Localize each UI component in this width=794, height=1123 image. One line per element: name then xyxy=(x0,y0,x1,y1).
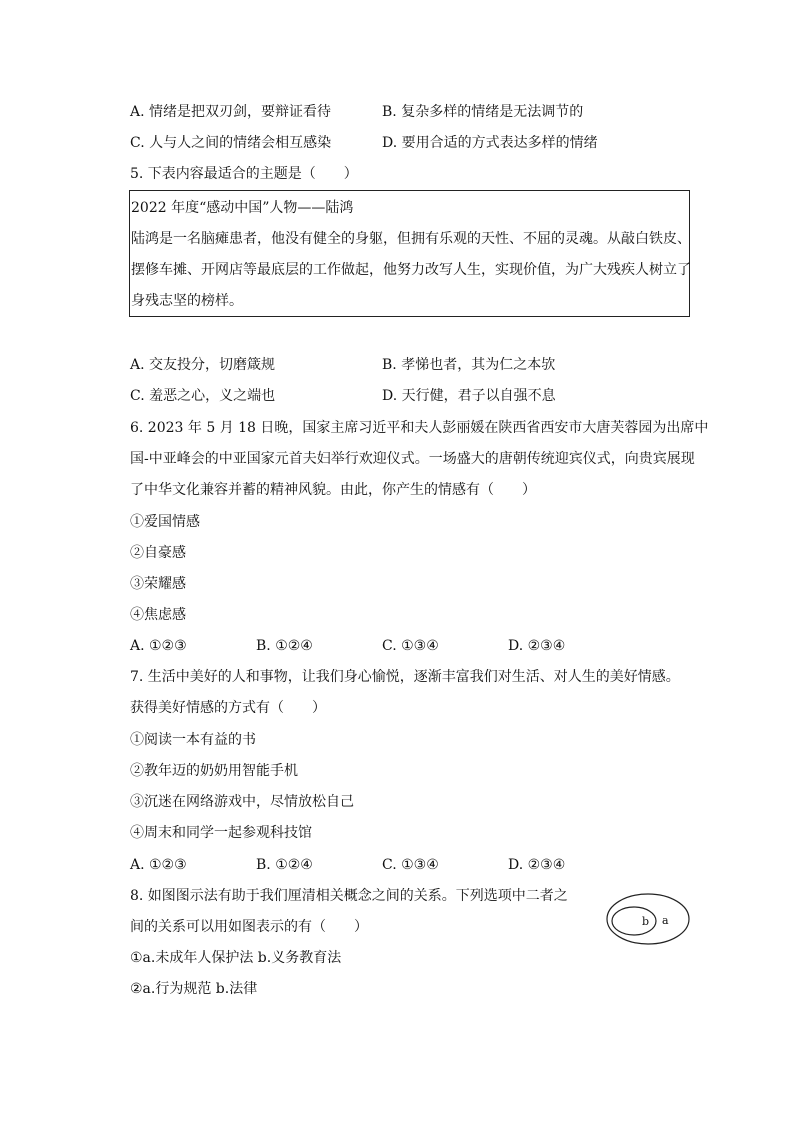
q7-option-a: A. ①②③ xyxy=(130,857,187,873)
q7-option-b: B. ①②④ xyxy=(256,857,313,873)
q8-item: ①a.未成年人保护法 b.义务教育法 xyxy=(130,950,342,966)
inner-ellipse-b xyxy=(612,907,656,935)
q6-stem-line: 6. 2023 年 5 月 18 日晚，国家主席习近平和夫人彭丽媛在陕西省西安市大唐芙蓉园为出席中 xyxy=(130,420,709,436)
diagram-label-a: a xyxy=(662,914,669,927)
q5-material-box xyxy=(129,190,690,317)
q6-item: ③荣耀感 xyxy=(130,576,186,592)
q4-option-a: A. 情绪是把双刃剑，要辩证看待 xyxy=(130,104,332,120)
q6-item: ②自豪感 xyxy=(130,545,186,561)
q7-item: ④周末和同学一起参观科技馆 xyxy=(130,825,312,841)
q5-box-line: 陆鸿是一名脑瘫患者，他没有健全的身躯，但拥有乐观的天性、不屈的灵魂。从敲白铁皮、 xyxy=(131,231,691,247)
q5-box-line: 身残志坚的榜样。 xyxy=(131,293,243,309)
q8-stem-line: 8. 如图图示法有助于我们厘清相关概念之间的关系。下列选项中二者之 xyxy=(130,888,568,904)
diagram-label-b: b xyxy=(642,915,650,928)
q5-option-a: A. 交友投分，切磨箴规 xyxy=(130,357,276,373)
q6-option-c: C. ①③④ xyxy=(382,638,439,654)
q7-item: ②教年迈的奶奶用智能手机 xyxy=(130,763,298,779)
q7-item: ①阅读一本有益的书 xyxy=(130,732,256,748)
q8-stem-line: 间的关系可以用如图表示的有（ ） xyxy=(130,919,368,935)
q4-option-d: D. 要用合适的方式表达多样的情绪 xyxy=(382,135,598,151)
q7-stem-line: 获得美好情感的方式有（ ） xyxy=(130,700,326,716)
q7-option-c: C. ①③④ xyxy=(382,857,439,873)
q4-option-b: B. 复杂多样的情绪是无法调节的 xyxy=(382,104,584,120)
q7-stem-line: 7. 生活中美好的人和事物，让我们身心愉悦，逐渐丰富我们对生活、对人生的美好情感。 xyxy=(130,669,680,685)
q6-stem-line: 国-中亚峰会的中亚国家元首夫妇举行欢迎仪式。一场盛大的唐朝传统迎宾仪式，向贵宾展现 xyxy=(130,451,695,467)
q5-option-b: B. 孝悌也者，其为仁之本欤 xyxy=(382,357,556,373)
q5-option-d: D. 天行健，君子以自强不息 xyxy=(382,388,556,404)
q5-option-c: C. 羞恶之心，义之端也 xyxy=(130,388,276,404)
q6-option-b: B. ①②④ xyxy=(256,638,313,654)
q6-item: ①爱国情感 xyxy=(130,514,200,530)
q7-item: ③沉迷在网络游戏中，尽情放松自己 xyxy=(130,794,354,810)
q8-item: ②a.行为规范 b.法律 xyxy=(130,981,258,997)
q4-option-c: C. 人与人之间的情绪会相互感染 xyxy=(130,135,332,151)
q8-nested-ellipse-diagram xyxy=(606,892,690,946)
q5-box-line: 摆修车摊、开网店等最底层的工作做起，他努力改写人生，实现价值，为广大残疾人树立了 xyxy=(131,262,691,278)
q6-option-d: D. ②③④ xyxy=(508,638,566,654)
q5-box-title: 2022 年度“感动中国”人物——陆鸿 xyxy=(131,200,354,216)
q6-item: ④焦虑感 xyxy=(130,607,186,623)
q5-stem: 5. 下表内容最适合的主题是（ ） xyxy=(130,166,358,182)
q7-option-d: D. ②③④ xyxy=(508,857,566,873)
q6-stem-line: 了中华文化兼容并蓄的精神风貌。由此，你产生的情感有（ ） xyxy=(130,482,536,498)
q6-option-a: A. ①②③ xyxy=(130,638,187,654)
